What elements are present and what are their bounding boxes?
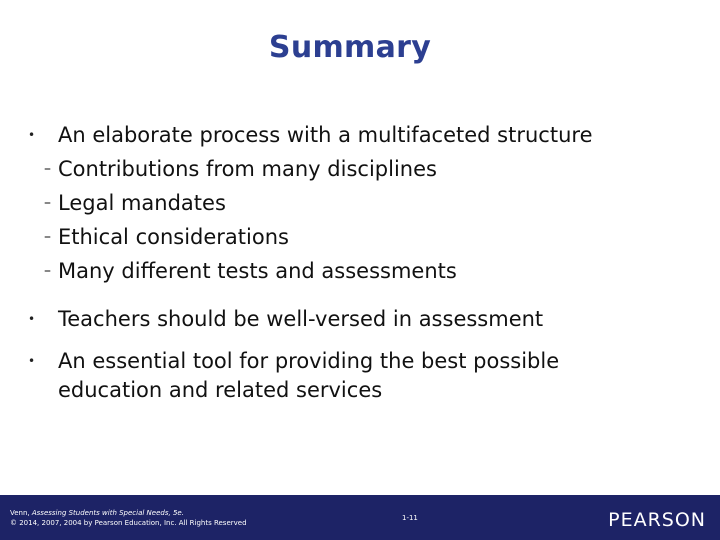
- bullet-marker: •: [28, 128, 36, 142]
- dash-marker: –: [44, 229, 51, 245]
- citation-title: Assessing Students with Special Needs, 5e.: [31, 509, 184, 517]
- sub-bullet-text: Contributions from many disciplines: [58, 157, 437, 181]
- bullet-text: An essential tool for providing the best possible: [58, 349, 560, 373]
- sub-bullet-item: [44, 154, 437, 184]
- sub-bullet-text: Ethical considerations: [58, 225, 289, 249]
- sub-bullet-item: [44, 222, 289, 252]
- bullet-marker: •: [28, 354, 36, 368]
- dash-marker: –: [44, 263, 51, 279]
- citation-line: [10, 508, 247, 518]
- copyright-line: © 2014, 2007, 2004 by Pearson Education, Inc. All Rights Reserved: [10, 519, 247, 527]
- sub-bullet-text: Legal mandates: [58, 191, 226, 215]
- footer-bar: [0, 495, 720, 540]
- dash-marker: –: [44, 161, 51, 177]
- page-number: 1-11: [402, 514, 418, 522]
- bullet-continuation: education and related services: [58, 378, 383, 402]
- dash-marker: –: [44, 195, 51, 211]
- footer-citation: [10, 508, 247, 528]
- sub-bullet-item: [44, 188, 226, 218]
- bullet-text: An elaborate process with a multifaceted structure: [58, 123, 593, 147]
- slide-title: Summary: [268, 30, 432, 65]
- bullet-item: [28, 346, 559, 376]
- sub-bullet-text: Many different tests and assessments: [58, 259, 457, 283]
- citation-author: Venn,: [10, 509, 32, 517]
- bullet-item: [28, 120, 593, 150]
- sub-bullet-item: [44, 256, 457, 286]
- pearson-logo: PEARSON: [608, 509, 706, 531]
- bullet-text: Teachers should be well-versed in assessment: [58, 307, 544, 331]
- bullet-item: [28, 304, 543, 334]
- bullet-marker: •: [28, 312, 36, 326]
